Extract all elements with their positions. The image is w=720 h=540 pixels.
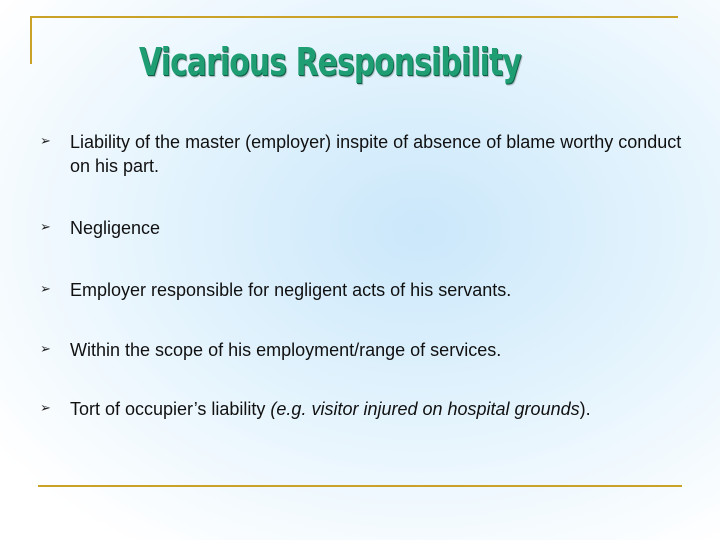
frame-bottom-line [38, 485, 682, 487]
bullet-text-suffix: ). [579, 399, 591, 419]
arrow-bullet-icon: ➢ [40, 282, 51, 297]
bullet-text-italic: (e.g. visitor injured on hospital grounds [270, 399, 580, 419]
bullet-item [40, 130, 690, 178]
bullet-item [40, 216, 690, 240]
arrow-bullet-icon: ➢ [40, 342, 51, 357]
bullet-text-prefix: Tort of occupier’s liability [70, 399, 271, 419]
bullet-item [40, 338, 690, 362]
bullet-item [40, 397, 690, 421]
bullet-text: Employer responsible for negligent acts of his servants. [70, 280, 512, 300]
bullet-text: Negligence [70, 218, 161, 238]
arrow-bullet-icon: ➢ [40, 134, 51, 149]
arrow-bullet-icon: ➢ [40, 220, 51, 235]
title-area [0, 0, 720, 100]
slide-title: Vicarious Responsibility [139, 40, 521, 84]
arrow-bullet-icon: ➢ [40, 401, 51, 416]
bullet-text: Liability of the master (employer) inspite of absence of blame worthy conduct on his part. [70, 132, 682, 176]
bullet-text [70, 397, 690, 421]
bullet-item [40, 278, 690, 302]
bullet-text: Within the scope of his employment/range of services. [70, 340, 502, 360]
